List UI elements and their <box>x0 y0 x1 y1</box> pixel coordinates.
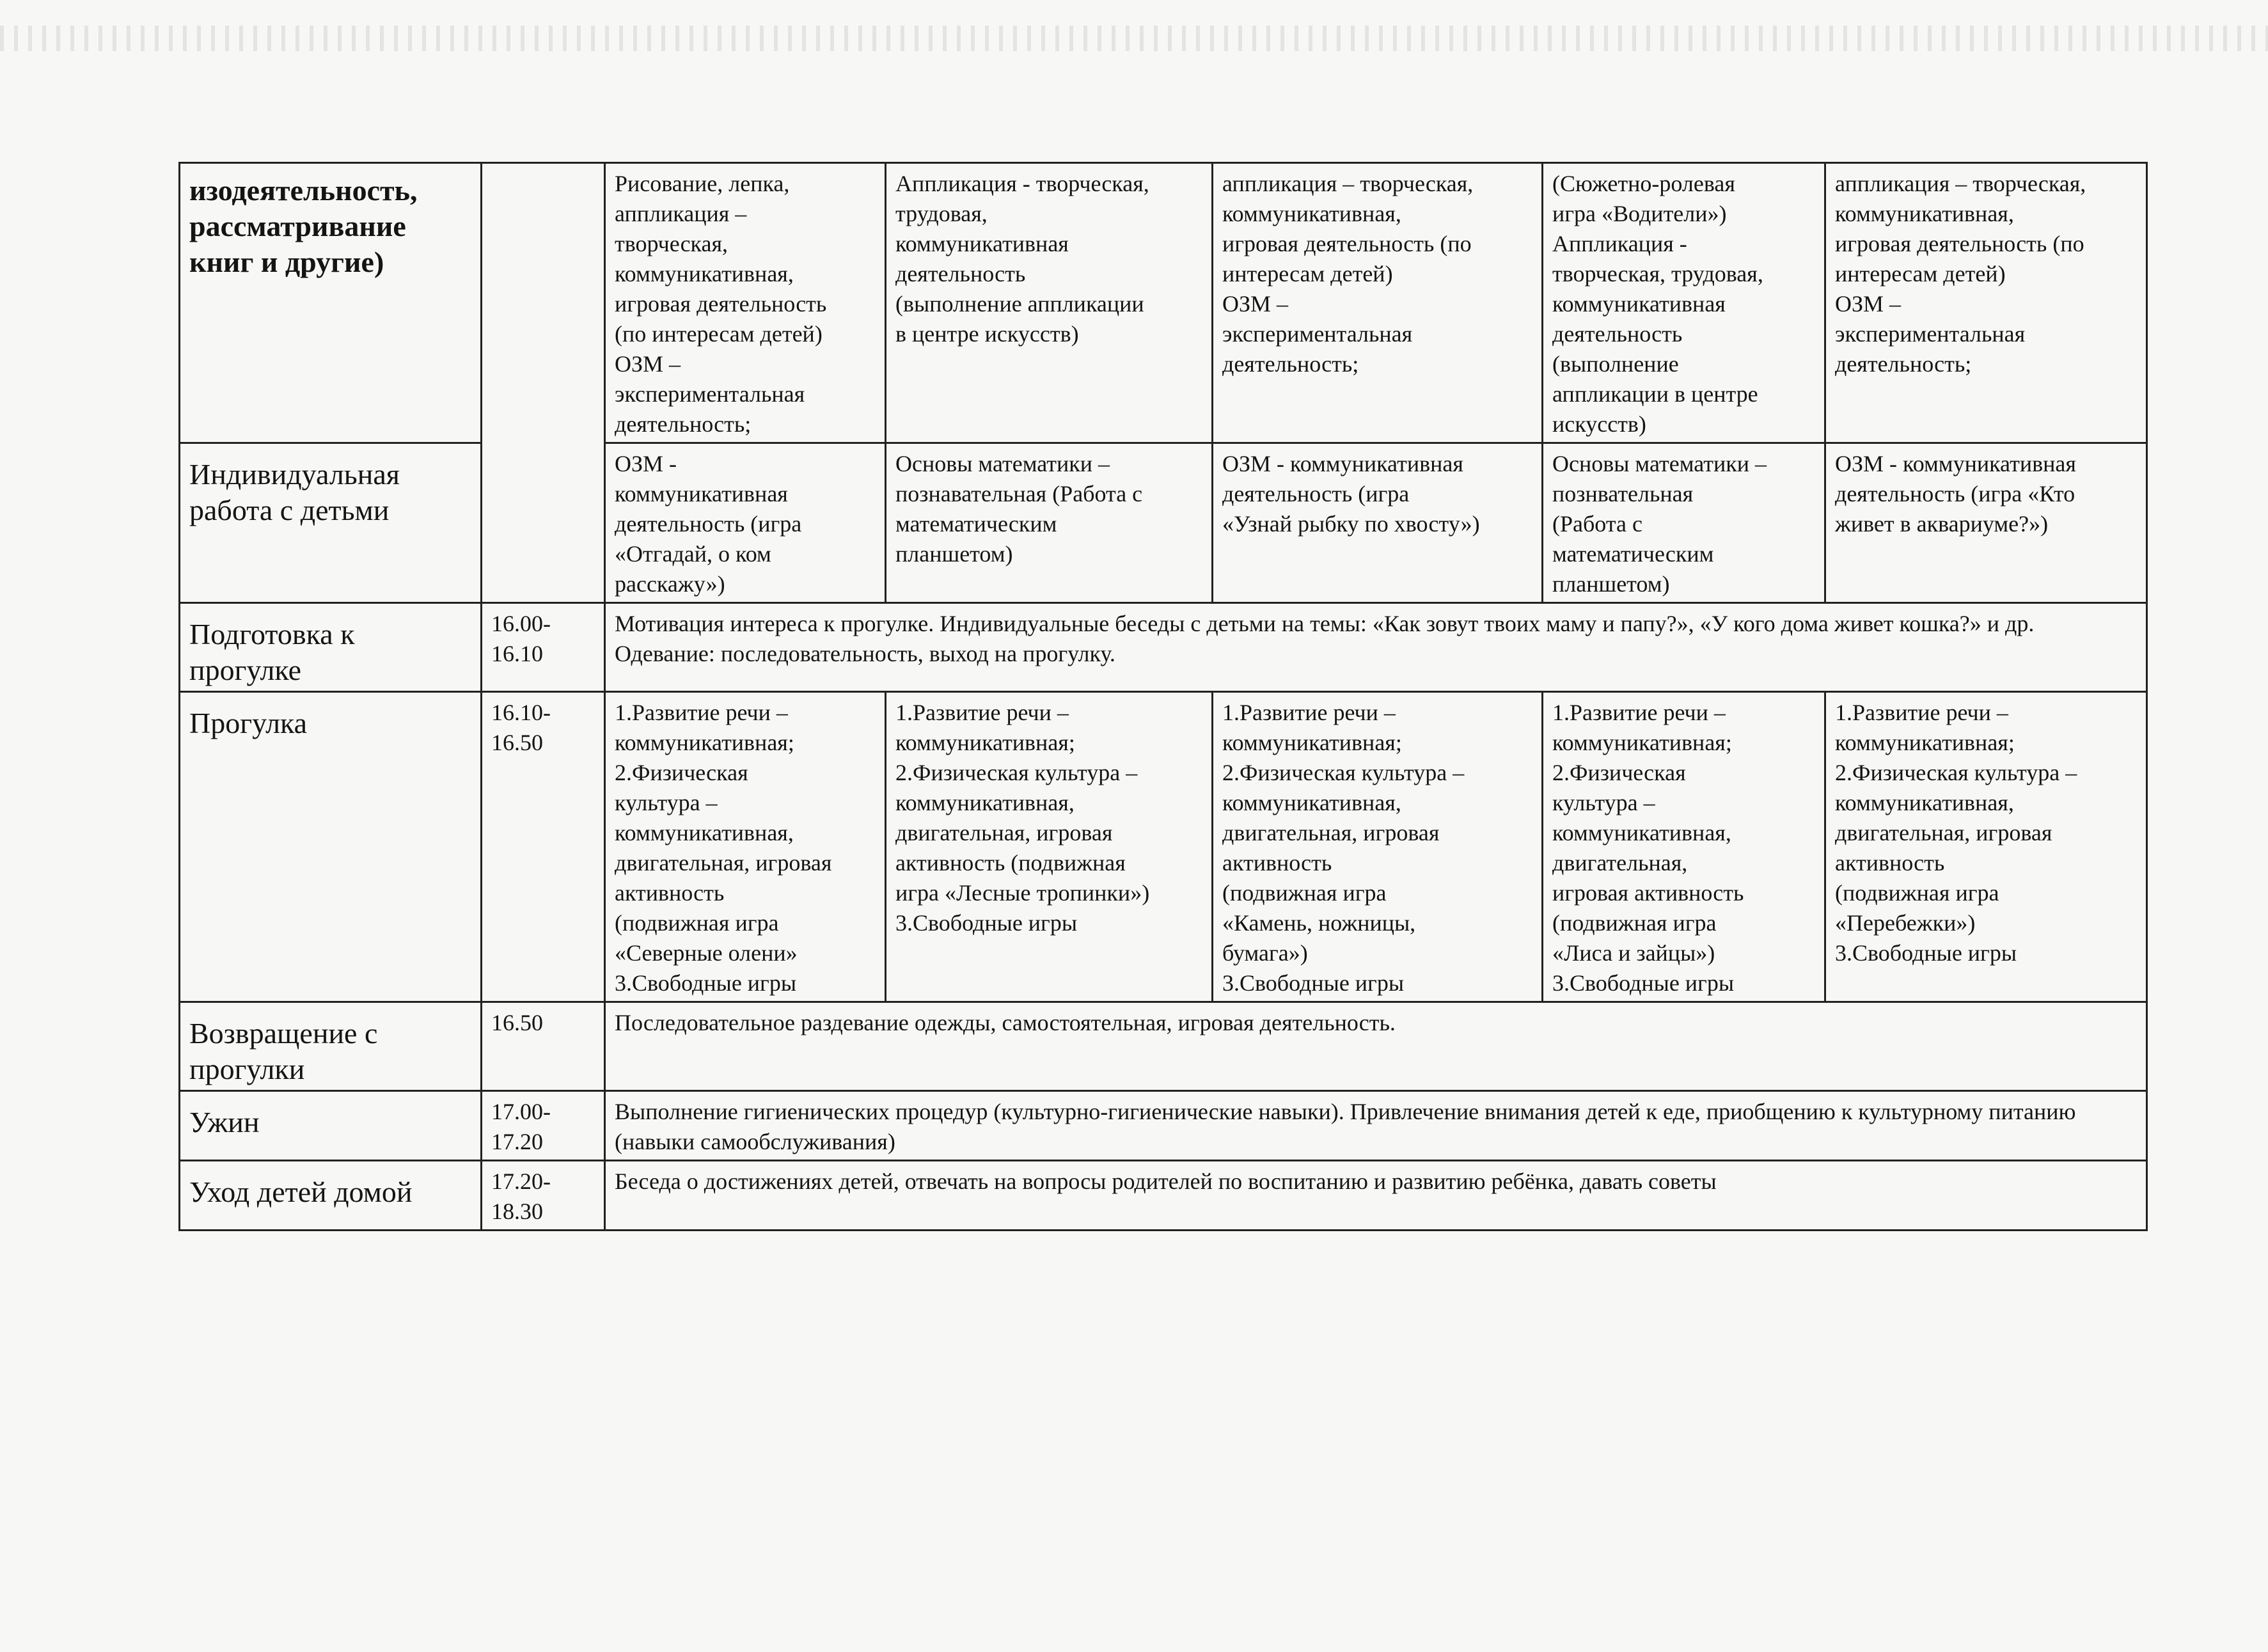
scan-noise <box>0 26 2268 51</box>
table-row <box>180 1002 2147 1091</box>
activity-cell <box>886 163 1213 443</box>
cell-line: ОЗМ – <box>1835 291 1902 317</box>
row-label: Уход детей домой <box>180 1161 482 1231</box>
cell-line: «Узнай рыбку по хвосту») <box>1222 511 1480 537</box>
activity-span-cell: Последовательное раздевание одежды, самостоятельная, игровая деятельность. <box>605 1002 2147 1091</box>
table-row <box>180 163 2147 443</box>
cell-line: «Камень, ножницы, <box>1222 910 1416 936</box>
cell-line: интересам детей) <box>1835 261 2006 287</box>
cell-line: аппликация – творческая, <box>1222 171 1474 196</box>
cell-line: коммуникативная; <box>1552 730 1732 755</box>
cell-line: аппликация – творческая, <box>1835 171 2086 196</box>
cell-line: (Работа с <box>1552 511 1642 537</box>
row-label: Индивидуальная работа с детьми <box>180 443 482 603</box>
cell-line: (подвижная игра <box>1835 880 1999 906</box>
cell-line: (подвижная игра <box>1552 910 1717 936</box>
cell-line: коммуникативная, <box>1835 201 2014 226</box>
cell-line: Рисование, лепка, <box>615 171 790 196</box>
cell-line: Аппликация - <box>1552 231 1687 256</box>
activity-cell <box>1213 443 1543 603</box>
cell-line: активность <box>1222 850 1332 876</box>
cell-line: бумага») <box>1222 940 1308 966</box>
cell-line: игровая активность <box>1552 880 1744 906</box>
cell-line: игровая деятельность (по <box>1222 231 1472 256</box>
cell-line: деятельность; <box>615 411 752 437</box>
cell-line: «Северные олени» <box>615 940 798 966</box>
cell-line: игровая деятельность <box>615 291 827 317</box>
cell-line: познавательная (Работа с <box>895 481 1143 507</box>
cell-line: творческая, <box>615 231 728 256</box>
cell-line: искусств) <box>1552 411 1646 437</box>
cell-line: коммуникативная, <box>615 820 794 846</box>
activity-cell <box>1825 443 2147 603</box>
time-cell: 16.50 <box>482 1002 605 1091</box>
cell-line: 2.Физическая <box>1552 760 1686 785</box>
activity-cell <box>886 443 1213 603</box>
cell-line: деятельность; <box>1835 351 1972 377</box>
cell-line: игра «Лесные тропинки») <box>895 880 1150 906</box>
cell-line: Основы математики – <box>1552 451 1767 476</box>
activity-cell <box>605 692 886 1002</box>
activity-span-cell: Выполнение гигиенических процедур (культурно-гигиенические навыки). Привлечение внимания детей к еде, приобщению к культурному питанию (навыки самообслуживания) <box>605 1091 2147 1161</box>
activity-cell <box>605 163 886 443</box>
cell-line: интересам детей) <box>1222 261 1393 287</box>
table-row <box>180 1091 2147 1161</box>
cell-line: коммуникативная <box>1552 291 1726 317</box>
cell-line: 3.Свободные игры <box>1222 970 1405 996</box>
cell-line: 2.Физическая культура – <box>1222 760 1465 785</box>
cell-line: 1.Развитие речи – <box>895 700 1069 725</box>
row-label: изодеятельность, рассматривание книг и другие) <box>180 163 482 443</box>
cell-line: коммуникативная, <box>1222 201 1401 226</box>
cell-line: расскажу») <box>615 571 725 597</box>
cell-line: планшетом) <box>895 541 1013 567</box>
cell-line: активность <box>615 880 725 906</box>
cell-line: активность (подвижная <box>895 850 1126 876</box>
cell-line: ОЗМ - <box>615 451 677 476</box>
cell-line: математическим <box>1552 541 1714 567</box>
cell-line: 3.Свободные игры <box>615 970 797 996</box>
cell-line: «Отгадай, о ком <box>615 541 771 567</box>
activity-cell <box>1825 163 2147 443</box>
cell-line: активность <box>1835 850 1945 876</box>
cell-line: «Лиса и зайцы») <box>1552 940 1715 966</box>
activity-cell <box>1543 443 1825 603</box>
cell-line: (по интересам детей) <box>615 321 823 347</box>
cell-line: коммуникативная <box>895 231 1069 256</box>
cell-line: (подвижная игра <box>1222 880 1387 906</box>
cell-line: (выполнение аппликации <box>895 291 1144 317</box>
cell-line: 2.Физическая культура – <box>1835 760 2077 785</box>
cell-line: коммуникативная, <box>1222 790 1401 815</box>
cell-line: 1.Развитие речи – <box>1222 700 1396 725</box>
table-row <box>180 443 2147 603</box>
cell-line: 1.Развитие речи – <box>615 700 788 725</box>
activity-cell <box>1543 692 1825 1002</box>
cell-line: 3.Свободные игры <box>895 910 1078 936</box>
cell-line: коммуникативная; <box>615 730 794 755</box>
time-cell: 16.10-16.50 <box>482 692 605 1002</box>
cell-line: культура – <box>1552 790 1655 815</box>
cell-line: «Перебежки») <box>1835 910 1976 936</box>
cell-line: (Сюжетно-ролевая <box>1552 171 1735 196</box>
cell-line: коммуникативная; <box>1835 730 2015 755</box>
cell-line: творческая, трудовая, <box>1552 261 1763 287</box>
cell-line: двигательная, игровая <box>615 850 832 876</box>
activity-cell <box>605 443 886 603</box>
row-label: Ужин <box>180 1091 482 1161</box>
cell-line: коммуникативная, <box>1552 820 1731 846</box>
schedule-page <box>178 162 2146 1231</box>
cell-line: коммуникативная <box>615 481 788 507</box>
activity-cell <box>1543 163 1825 443</box>
cell-line: планшетом) <box>1552 571 1670 597</box>
cell-line: 1.Развитие речи – <box>1552 700 1726 725</box>
row-label: Возвращение с прогулки <box>180 1002 482 1091</box>
cell-line: Основы математики – <box>895 451 1110 476</box>
time-cell: 17.00-17.20 <box>482 1091 605 1161</box>
cell-line: деятельность <box>1552 321 1683 347</box>
activity-cell <box>1213 163 1543 443</box>
activity-cell <box>886 692 1213 1002</box>
table-row <box>180 1161 2147 1231</box>
activity-span-cell: Беседа о достижениях детей, отвечать на вопросы родителей по воспитанию и развитию ребёнка, давать советы <box>605 1161 2147 1231</box>
cell-line: аппликация – <box>615 201 747 226</box>
cell-line: игровая деятельность (по <box>1835 231 2084 256</box>
cell-line: (выполнение <box>1552 351 1679 377</box>
cell-line: деятельность (игра «Кто <box>1835 481 2075 507</box>
cell-line: ОЗМ – <box>1222 291 1289 317</box>
cell-line: деятельность (игра <box>1222 481 1410 507</box>
cell-line: коммуникативная, <box>615 261 794 287</box>
cell-line: коммуникативная; <box>1222 730 1402 755</box>
cell-line: экспериментальная <box>1835 321 2026 347</box>
cell-line: 2.Физическая культура – <box>895 760 1138 785</box>
cell-line: 1.Развитие речи – <box>1835 700 2008 725</box>
activity-cell <box>1213 692 1543 1002</box>
cell-line: коммуникативная, <box>1835 790 2014 815</box>
cell-line: культура – <box>615 790 718 815</box>
table-row <box>180 692 2147 1002</box>
cell-line: ОЗМ - коммуникативная <box>1222 451 1463 476</box>
cell-line: живет в аквариуме?») <box>1835 511 2049 537</box>
cell-line: познвательная <box>1552 481 1694 507</box>
row-label: Подготовка к прогулке <box>180 603 482 692</box>
activity-cell <box>1825 692 2147 1002</box>
cell-line: ОЗМ - коммуникативная <box>1835 451 2076 476</box>
table-row <box>180 603 2147 692</box>
cell-line: в центре искусств) <box>895 321 1079 347</box>
cell-line: экспериментальная <box>1222 321 1413 347</box>
time-cell: 16.00-16.10 <box>482 603 605 692</box>
cell-line: коммуникативная; <box>895 730 1075 755</box>
cell-line: игра «Водители») <box>1552 201 1727 226</box>
cell-line: деятельность <box>895 261 1026 287</box>
cell-line: Аппликация - творческая, <box>895 171 1149 196</box>
cell-line: деятельность (игра <box>615 511 802 537</box>
cell-line: 2.Физическая <box>615 760 748 785</box>
cell-line: двигательная, игровая <box>1835 820 2052 846</box>
cell-line: двигательная, игровая <box>1222 820 1440 846</box>
cell-line: двигательная, игровая <box>895 820 1113 846</box>
cell-line: ОЗМ – <box>615 351 681 377</box>
cell-line: (подвижная игра <box>615 910 779 936</box>
activity-span-cell: Мотивация интереса к прогулке. Индивидуальные беседы с детьми на темы: «Как зовут твоих маму и папу?», «У кого дома живет кошка?» и др. Одевание: последовательность, выход на прогулку. <box>605 603 2147 692</box>
cell-line: трудовая, <box>895 201 988 226</box>
time-cell <box>482 163 605 603</box>
cell-line: 3.Свободные игры <box>1552 970 1735 996</box>
cell-line: двигательная, <box>1552 850 1688 876</box>
cell-line: 3.Свободные игры <box>1835 940 2017 966</box>
cell-line: математическим <box>895 511 1057 537</box>
daily-schedule-table <box>178 162 2148 1231</box>
cell-line: деятельность; <box>1222 351 1359 377</box>
cell-line: экспериментальная <box>615 381 805 407</box>
row-label: Прогулка <box>180 692 482 1002</box>
cell-line: аппликации в центре <box>1552 381 1758 407</box>
time-cell: 17.20-18.30 <box>482 1161 605 1231</box>
cell-line: коммуникативная, <box>895 790 1075 815</box>
